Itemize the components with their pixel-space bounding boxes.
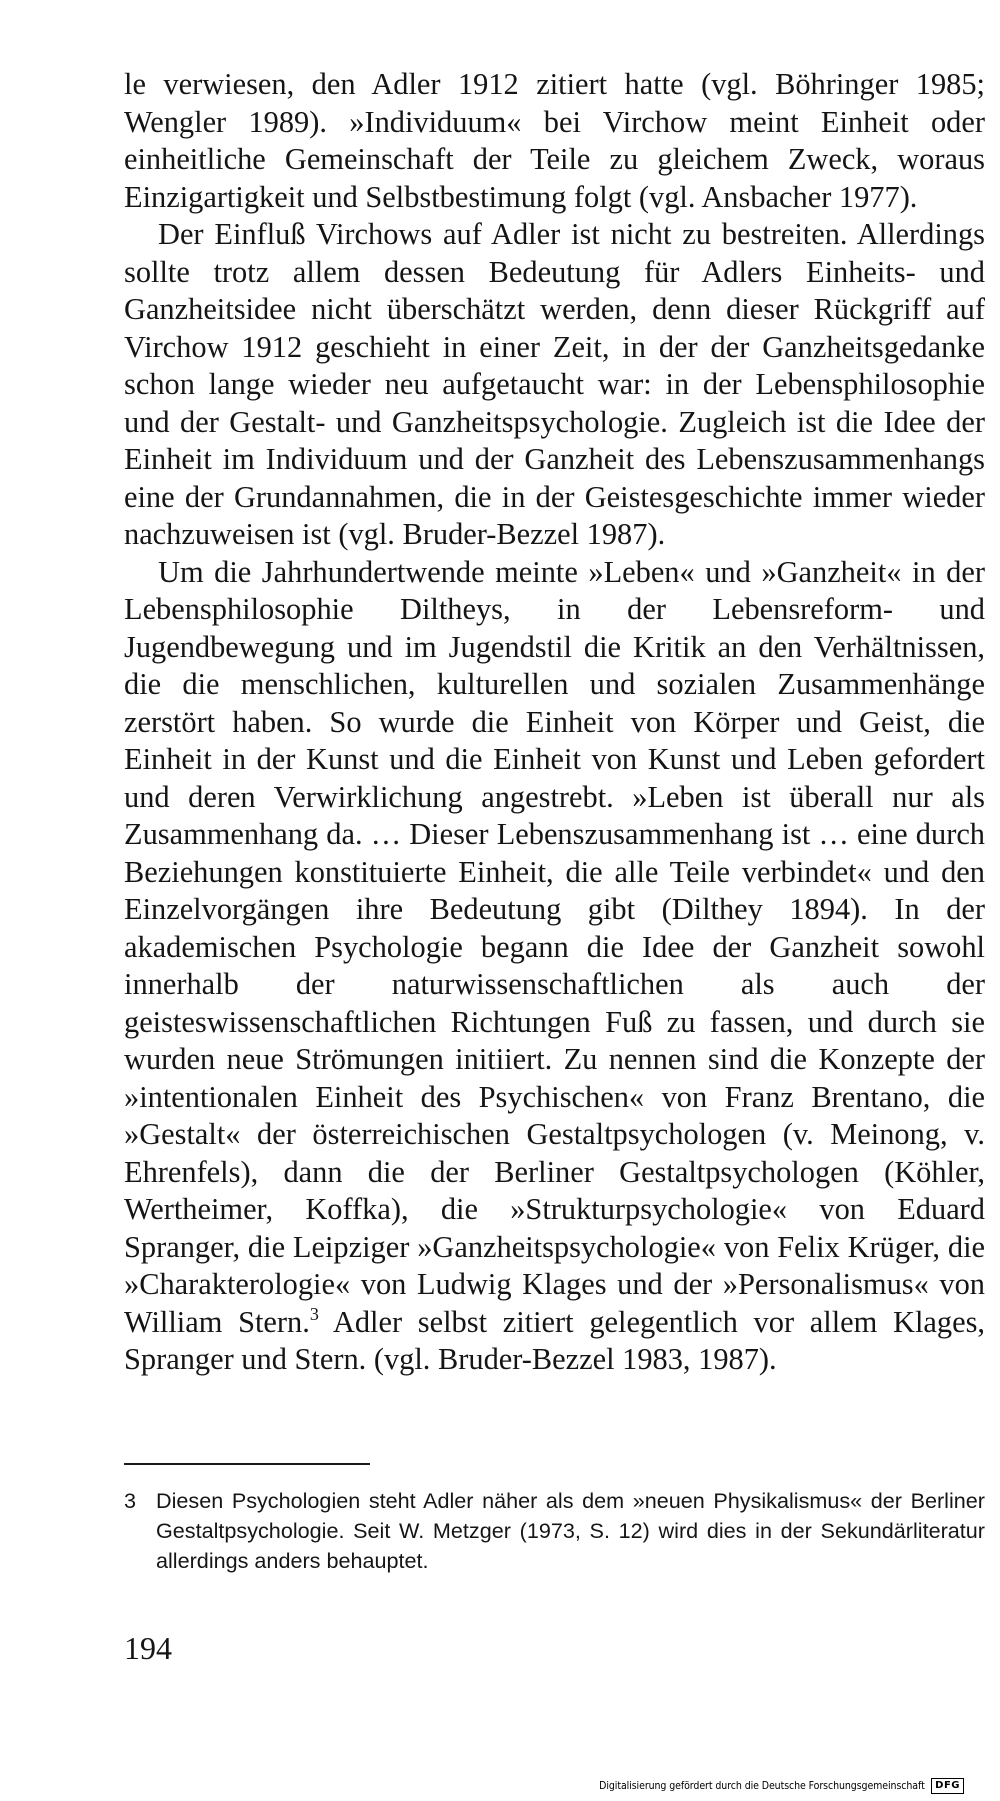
main-text-block [124, 66, 985, 1379]
paragraph-3-text-continued: Adler selbst zitiert gelegentlich vor allem Klages, Spranger und Stern. (vgl. Bruder-Bezzel 1983, 1987). [124, 1304, 986, 1376]
footnote-reference[interactable]: 3 [309, 1303, 319, 1324]
footnote-text: Diesen Psychologien steht Adler näher als dem »neuen Physikalismus« der Berliner Gestaltpsychologie. Seit W. Metzger (1973, S. 12) wird dies in der Sekundärliteratur allerdings anders behauptet. [156, 1488, 985, 1573]
footnote-divider [124, 1463, 370, 1465]
body-text [124, 66, 985, 1379]
credit-text: Digitalisierung gefördert durch die Deutsche Forschungsgemeinschaft [599, 1780, 926, 1792]
footnote [124, 1486, 985, 1576]
paragraph-2: Der Einfluß Virchows auf Adler ist nicht zu bestreiten. Allerdings sollte trotz allem dessen Bedeutung für Adlers Einheits- und Ganzheitsidee nicht überschätzt werden, denn dieser Rückgriff auf Virchow 1912 geschieht in einer Zeit, in der der Ganzheitsgedanke schon lange wieder neu aufgetaucht war: in der Lebensphilosophie und der Gestalt- und Ganzheitspsychologie. Zugleich ist die Idee der Einheit im Individuum und der Ganzheit des Lebenszusammenhangs eine der Grundannahmen, die in der Geistesgeschichte immer wieder nachzuweisen ist (vgl. Bruder-Bezzel 1987). [124, 217, 985, 551]
page-number: 194 [124, 1630, 172, 1666]
dfg-logo-icon: DFG [931, 1778, 964, 1794]
paragraph-3-text: Um die Jahrhundertwende meinte »Leben« und »Ganzheit« in der Lebensphilosophie Diltheys, in der Lebensreform- und Jugendbewegung und im Jugendstil die Kritik an den Verhältnissen, die die menschlichen, kulturellen und sozialen Zusammenhänge zerstört haben. So wurde die Einheit von Körper und Geist, die Einheit in der Kunst und die Einheit von Kunst und Leben gefordert und deren Verwirklichung angestrebt. »Leben ist überall nur als Zusammenhang da. … Dieser Lebenszusammenhang ist … eine durch Beziehungen konstituierte Einheit, die alle Teile verbindet« und den Einzelvorgängen ihre Bedeutung gibt (Dilthey 1894). In der akademischen Psychologie begann die Idee der Ganzheit sowohl innerhalb der naturwissenschaftlichen als auch der geisteswissenschaftlichen Richtungen Fuß zu fassen, und durch sie wurden neue Strömungen initiiert. Zu nennen sind die Konzepte der »intentionalen Einheit des Psychischen« von Franz Brentano, die »Gestalt« der österreichischen Gestaltpsychologen (v. Meinong, v. Ehrenfels), dann die der Berliner Gestaltpsychologen (Köhler, Wertheimer, Koffka), die »Strukturpsychologie« von Eduard Spranger, die Leipziger »Ganzheitspsychologie« von Felix Krüger, die »Charakterologie« von Ludwig Klages und der »Personalismus« von William Stern. [124, 554, 985, 1339]
footnote-number: 3 [124, 1488, 137, 1513]
digitization-credit [563, 1777, 964, 1795]
paragraph-3 [124, 554, 985, 1379]
paragraph-1: le verwiesen, den Adler 1912 zitiert hatte (vgl. Böhringer 1985; Wengler 1989). »Individuum« bei Virchow meint Einheit oder einheitliche Gemeinschaft der Teile zu gleichem Zweck, woraus Einzigartigkeit und Selbstbestimung folgt (vgl. Ansbacher 1977). [124, 67, 985, 214]
